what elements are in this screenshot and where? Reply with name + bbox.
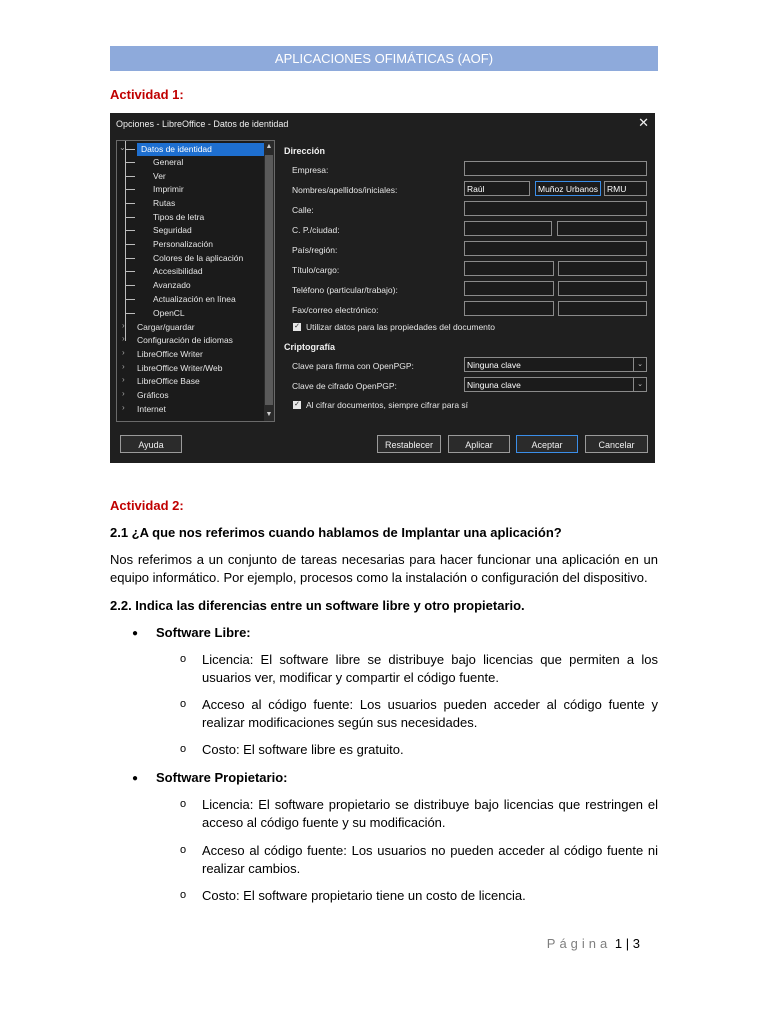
dialog-title: Opciones - LibreOffice - Datos de identidad (116, 119, 289, 129)
cp-label: C. P./ciudad: (292, 225, 340, 235)
libre-licencia: Licencia: El software libre se distribuye bajo licencias que permiten a los usuarios ver, modificar y compartir el código fuente. (202, 652, 658, 685)
page-separator: | (625, 936, 630, 951)
page-current: 1 (614, 936, 623, 951)
tree-tick (125, 189, 135, 190)
document-header: APLICACIONES OFIMÁTICAS (AOF) (110, 46, 658, 71)
empresa-field[interactable] (464, 161, 647, 176)
tree-tick (125, 162, 135, 163)
telefono-particular-field[interactable] (464, 281, 554, 296)
libre-acceso: Acceso al código fuente: Los usuarios pueden acceder al código fuente y realizar modificaciones según sus necesidades. (202, 697, 658, 730)
tree-scrollbar[interactable] (264, 141, 274, 421)
bullet: ● (132, 628, 139, 639)
nombres-label: Nombres/apellidos/iniciales: (292, 185, 398, 195)
iniciales-field[interactable]: RMU (604, 181, 647, 196)
titulo-label: Título/cargo: (292, 265, 340, 275)
sub-bullet: o (180, 798, 187, 810)
firma-select-value: Ninguna clave (467, 360, 521, 370)
cifrado-label: Clave de cifrado OpenPGP: (292, 381, 397, 391)
nombre-field[interactable]: Raúl (464, 181, 530, 196)
answer-2-1: Nos referimos a un conjunto de tareas necesarias para hacer funcionar una aplicación en un equipo informático. Por ejemplo, procesos como la instalación o configuración del dispositivo. (110, 552, 658, 585)
propietario-acceso: Acceso al código fuente: Los usuarios no pueden acceder al código fuente ni realizar cambios. (202, 843, 658, 876)
tree-tick (125, 217, 135, 218)
tree-tick (125, 299, 135, 300)
correo-field[interactable] (558, 301, 647, 316)
sub-bullet: o (180, 653, 187, 665)
tree-item-colores[interactable]: Colores de la aplicación (153, 253, 244, 263)
help-button[interactable]: Ayuda (120, 435, 182, 453)
reset-button[interactable]: Restablecer (377, 435, 441, 453)
tree-connector (125, 141, 126, 341)
chevron-down-icon[interactable]: ⌄ (633, 358, 646, 371)
use-data-label: Utilizar datos para las propiedades del documento (306, 322, 496, 332)
close-icon[interactable]: ✕ (638, 115, 649, 130)
calle-label: Calle: (292, 205, 314, 215)
tree-item-personalizacion[interactable]: Personalización (153, 239, 214, 249)
tree-tick (125, 176, 135, 177)
use-data-checkbox[interactable]: ✓ (294, 323, 300, 330)
tree-item-avanzado[interactable]: Avanzado (153, 280, 191, 290)
sub-bullet: o (180, 698, 187, 710)
tree-tick (125, 313, 135, 314)
pais-label: País/región: (292, 245, 338, 255)
tree-tick (125, 285, 135, 286)
libre-costo: Costo: El software libre es gratuito. (202, 742, 404, 757)
apellidos-field[interactable]: Muñoz Urbanos (535, 181, 601, 196)
page-footer (547, 936, 640, 951)
collapse-arrow-icon[interactable]: ⌄ (119, 143, 126, 152)
apply-button[interactable]: Aplicar (448, 435, 510, 453)
bullet: ● (132, 773, 139, 784)
tree-item-ver[interactable]: Ver (153, 171, 166, 181)
activity-1-title: Actividad 1: (110, 87, 184, 102)
tree-group-writer-web[interactable]: LibreOffice Writer/Web (137, 363, 223, 373)
sub-bullet: o (180, 743, 187, 755)
software-propietario-title: Software Propietario: (156, 770, 288, 785)
activity-2-title: Actividad 2: (110, 498, 184, 513)
expand-arrow-icon[interactable]: › (122, 348, 125, 357)
fax-field[interactable] (464, 301, 554, 316)
expand-arrow-icon[interactable]: › (122, 334, 125, 343)
cargo-field[interactable] (558, 261, 647, 276)
cifrado-select[interactable] (464, 377, 647, 392)
question-2-2: 2.2. Indica las diferencias entre un software libre y otro propietario. (110, 598, 525, 613)
options-tree (116, 140, 275, 422)
sub-bullet: o (180, 844, 187, 856)
tree-group-writer[interactable]: LibreOffice Writer (137, 349, 203, 359)
tree-tick (125, 149, 135, 150)
cp-field[interactable] (464, 221, 552, 236)
tree-tick (125, 203, 135, 204)
expand-arrow-icon[interactable]: › (122, 403, 125, 412)
page-total: 3 (632, 936, 640, 951)
direccion-heading: Dirección (284, 146, 326, 156)
tree-item-opencl[interactable]: OpenCL (153, 308, 185, 318)
telefono-label: Teléfono (particular/trabajo): (292, 285, 398, 295)
scroll-down-icon[interactable]: ▼ (265, 411, 273, 418)
propietario-licencia: Licencia: El software propietario se distribuye bajo licencias que restringen el acceso al código fuente y su modificación. (202, 797, 658, 830)
expand-arrow-icon[interactable]: › (122, 362, 125, 371)
scroll-thumb[interactable] (265, 155, 273, 405)
question-2-1: 2.1 ¿A que nos referimos cuando hablamos de Implantar una aplicación? (110, 525, 562, 540)
tree-group-cargar[interactable]: Cargar/guardar (137, 322, 195, 332)
firma-select[interactable] (464, 357, 647, 372)
telefono-trabajo-field[interactable] (558, 281, 647, 296)
tree-group-base[interactable]: LibreOffice Base (137, 376, 200, 386)
tree-group-graficos[interactable]: Gráficos (137, 390, 169, 400)
tree-group-idiomas[interactable]: Configuración de idiomas (137, 335, 233, 345)
pais-field[interactable] (464, 241, 647, 256)
chevron-down-icon[interactable]: ⌄ (633, 378, 646, 391)
tree-item-accesibilidad[interactable]: Accesibilidad (153, 266, 203, 276)
tree-item-general[interactable]: General (153, 157, 184, 167)
expand-arrow-icon[interactable]: › (122, 375, 125, 384)
tree-item-tipos-letra[interactable]: Tipos de letra (153, 212, 205, 222)
tree-item-rutas[interactable]: Rutas (153, 198, 176, 208)
tree-item-seguridad[interactable]: Seguridad (153, 225, 192, 235)
titulo-field[interactable] (464, 261, 554, 276)
cifrado-select-value: Ninguna clave (467, 380, 521, 390)
cancel-button[interactable]: Cancelar (585, 435, 648, 453)
tree-group-internet[interactable]: Internet (137, 404, 166, 414)
expand-arrow-icon[interactable]: › (122, 321, 125, 330)
tree-item-datos-identidad[interactable]: Datos de identidad (137, 143, 267, 156)
expand-arrow-icon[interactable]: › (122, 389, 125, 398)
page-label: Página (546, 936, 612, 951)
ciudad-field[interactable] (557, 221, 647, 236)
always-encrypt-checkbox[interactable]: ✓ (294, 401, 300, 408)
accept-button[interactable]: Aceptar (516, 435, 578, 453)
tree-tick (125, 244, 135, 245)
tree-item-imprimir[interactable]: Imprimir (153, 184, 184, 194)
fax-label: Fax/correo electrónico: (292, 305, 379, 315)
scroll-up-icon[interactable]: ▲ (265, 143, 273, 150)
software-libre-title: Software Libre: (156, 625, 251, 640)
calle-field[interactable] (464, 201, 647, 216)
tree-tick (125, 230, 135, 231)
sub-bullet: o (180, 889, 187, 901)
empresa-label: Empresa: (292, 165, 329, 175)
tree-tick (125, 271, 135, 272)
criptografia-heading: Criptografía (284, 342, 336, 352)
always-encrypt-label: Al cifrar documentos, siempre cifrar para sí (306, 400, 469, 410)
propietario-costo: Costo: El software propietario tiene un costo de licencia. (202, 888, 526, 903)
tree-item-actualizacion[interactable]: Actualización en línea (153, 294, 236, 304)
libreoffice-options-dialog (110, 113, 655, 463)
tree-tick (125, 258, 135, 259)
firma-label: Clave para firma con OpenPGP: (292, 361, 414, 371)
